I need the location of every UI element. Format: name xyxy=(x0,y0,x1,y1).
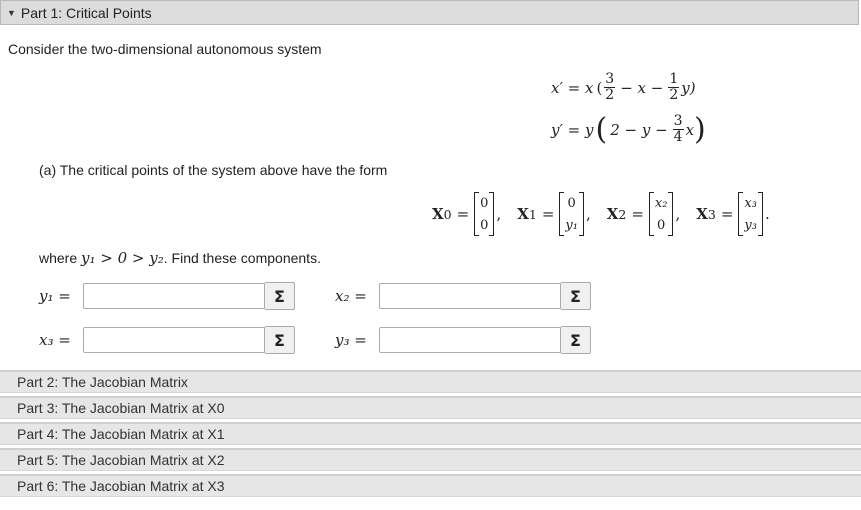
fraction-one-half xyxy=(668,72,679,103)
x2-input[interactable] xyxy=(379,283,561,309)
eq1-lhs: x′ = x xyxy=(551,78,594,97)
equation-editor-button[interactable]: Σ xyxy=(265,326,295,354)
column-vector xyxy=(474,192,494,236)
where-prefix: where xyxy=(39,250,78,266)
equals-sign: = xyxy=(720,205,734,223)
equation-editor-button[interactable]: Σ xyxy=(561,282,591,310)
answer-y3 xyxy=(335,326,591,354)
part2-header[interactable]: Part 2: The Jacobian Matrix xyxy=(0,370,861,393)
vector-top: x₂ xyxy=(654,195,668,211)
equation-x xyxy=(551,72,696,103)
vector-name: X xyxy=(517,205,529,223)
vector-x0 xyxy=(432,192,509,236)
part1-title: Part 1: Critical Points xyxy=(20,4,152,21)
vector-top: 0 xyxy=(480,195,489,211)
part6-header[interactable]: Part 6: The Jacobian Matrix at X3 xyxy=(0,474,861,497)
answer-label: y₃ = xyxy=(335,331,367,349)
separator: , xyxy=(585,205,591,223)
vector-top: x₃ xyxy=(744,195,757,211)
equals-sign: = xyxy=(456,205,470,223)
answer-label: y₁ = xyxy=(39,287,71,305)
vector-x1 xyxy=(517,192,599,236)
vector-name: X xyxy=(606,205,619,223)
where-math: y₁ > 0 > y₂ xyxy=(81,249,164,267)
part3-header[interactable]: Part 3: The Jacobian Matrix at X0 xyxy=(0,396,861,419)
part5-header[interactable]: Part 5: The Jacobian Matrix at X2 xyxy=(0,448,861,471)
frac-num: 3 xyxy=(605,71,615,87)
frac-den: 2 xyxy=(605,87,615,103)
y3-input[interactable] xyxy=(379,327,561,353)
separator: , xyxy=(675,205,681,223)
fraction-three-halves xyxy=(604,72,615,103)
eq1-tail: y) xyxy=(681,78,696,97)
vector-sub: 2 xyxy=(618,206,627,222)
separator: , xyxy=(496,205,502,223)
equation-y xyxy=(551,111,706,147)
vector-name: X xyxy=(432,205,444,223)
y1-input[interactable] xyxy=(83,283,265,309)
eq1-mid: − x − xyxy=(620,78,664,97)
where-suffix: . Find these components. xyxy=(163,250,321,266)
where-condition xyxy=(39,249,321,267)
vector-sub: 3 xyxy=(707,206,716,222)
answer-x3 xyxy=(39,326,295,354)
part4-header[interactable]: Part 4: The Jacobian Matrix at X1 xyxy=(0,422,861,445)
vector-x2 xyxy=(607,192,689,236)
vector-sub: 1 xyxy=(528,206,537,222)
frac-num: 3 xyxy=(673,113,683,129)
intro-text: Consider the two-dimensional autonomous system xyxy=(8,41,322,57)
equation-editor-button[interactable]: Σ xyxy=(561,326,591,354)
frac-den: 2 xyxy=(669,87,679,103)
vector-x3 xyxy=(696,192,778,236)
eq1-paren-open: ( xyxy=(596,78,603,97)
part1-header[interactable] xyxy=(0,0,859,25)
equals-sign: = xyxy=(541,205,555,223)
answer-x2 xyxy=(335,282,591,310)
equals-sign: = xyxy=(631,205,644,223)
separator: . xyxy=(764,205,770,223)
vector-sub: 0 xyxy=(443,206,452,222)
eq2-tail: x xyxy=(685,120,695,139)
x3-input[interactable] xyxy=(83,327,265,353)
vector-bottom: 0 xyxy=(657,217,666,233)
vector-bottom: 0 xyxy=(480,217,489,233)
column-vector xyxy=(649,192,674,236)
vector-bottom: y₁ xyxy=(565,217,578,233)
column-vector xyxy=(559,192,584,236)
answer-y1 xyxy=(39,282,295,310)
answer-label: x₂ = xyxy=(335,287,367,305)
frac-num: 1 xyxy=(669,71,679,87)
eq2-mid: 2 − y − xyxy=(610,120,668,139)
caret-down-icon[interactable]: ▼ xyxy=(7,7,16,18)
equation-editor-button[interactable]: Σ xyxy=(265,282,295,310)
fraction-three-quarters xyxy=(673,114,684,145)
column-vector xyxy=(738,192,763,236)
frac-den: 4 xyxy=(673,129,683,145)
eq2-paren-open: ( xyxy=(595,111,608,147)
vector-name: X xyxy=(696,205,708,223)
vector-top: 0 xyxy=(567,195,576,211)
answer-label: x₃ = xyxy=(39,331,71,349)
eq2-lhs: y′ = y xyxy=(551,120,594,139)
vector-bottom: y₃ xyxy=(744,217,757,233)
part-a-prompt: (a) The critical points of the system above have the form xyxy=(39,162,388,178)
critical-points-vectors xyxy=(428,192,782,236)
eq2-paren-close: ) xyxy=(694,111,706,147)
